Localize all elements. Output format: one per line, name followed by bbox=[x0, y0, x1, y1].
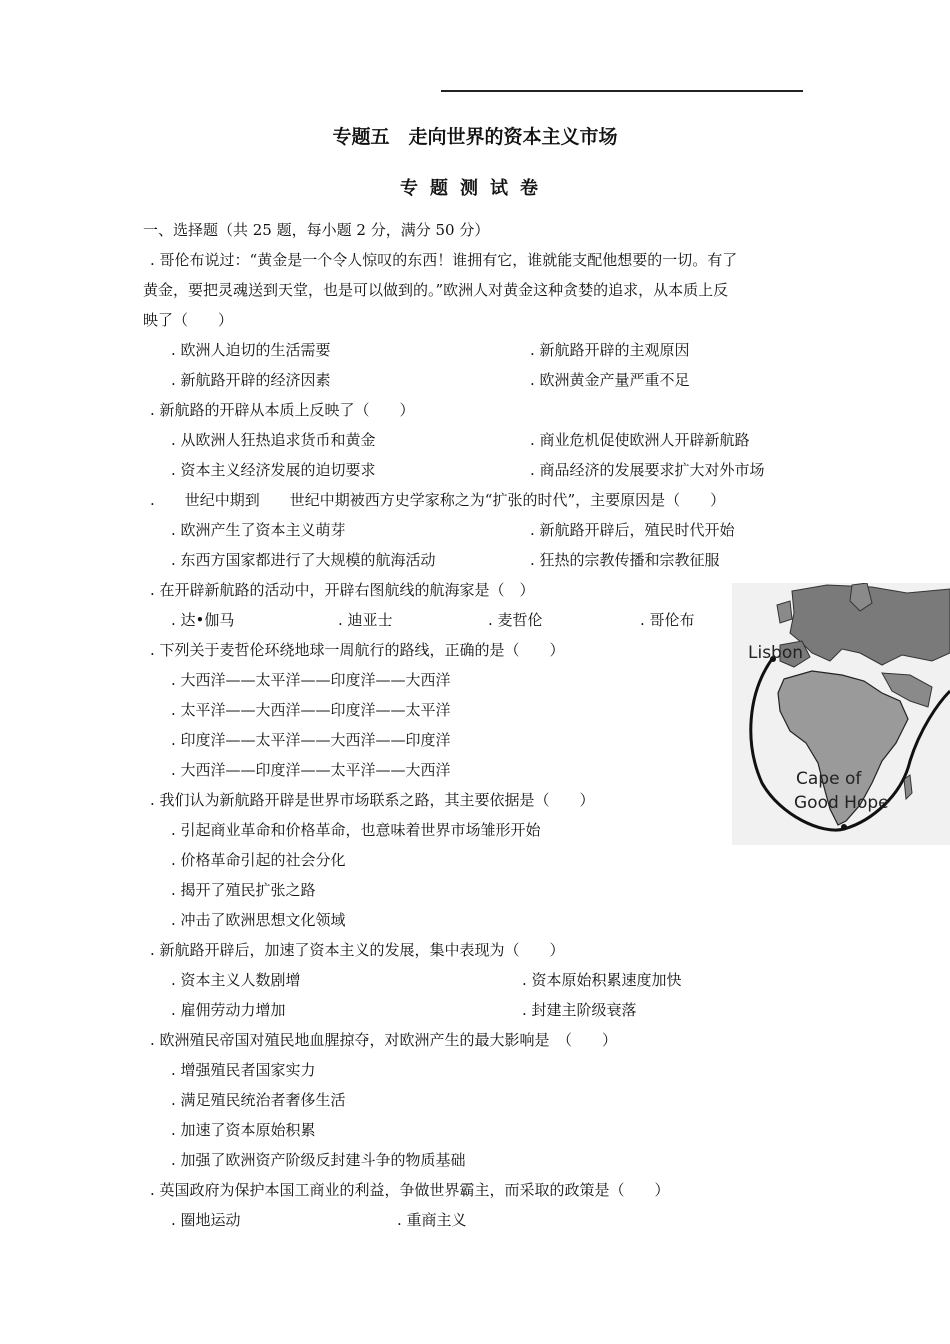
page-title: 专题五 走向世界的资本主义市场 bbox=[332, 126, 618, 148]
q1-stem-line3: 映了（ ） bbox=[143, 311, 234, 329]
route-map bbox=[732, 583, 950, 845]
q7-option-b: . 资本原始积累速度加快 bbox=[522, 971, 682, 989]
q4-option-b: . 迪亚士 bbox=[338, 611, 393, 629]
q4-option-a: . 达•伽马 bbox=[171, 611, 235, 629]
q3-option-d: . 狂热的宗教传播和宗教征服 bbox=[530, 551, 720, 569]
q7-option-d: . 封建主阶级衰落 bbox=[522, 1001, 637, 1019]
q6-option-b: . 价格革命引起的社会分化 bbox=[171, 851, 346, 869]
q8-stem: . 欧洲殖民帝国对殖民地血腥掠夺，对欧洲产生的最大影响是 （ ） bbox=[150, 1031, 618, 1049]
q1-option-c: . 新航路开辟的经济因素 bbox=[171, 371, 331, 389]
q5-stem: . 下列关于麦哲伦环绕地球一周航行的路线，正确的是（ ） bbox=[150, 641, 565, 659]
q4-option-d: . 哥伦布 bbox=[640, 611, 695, 629]
q1-stem-line1: . 哥伦布说过：“黄金是一个令人惊叹的东西！谁拥有它，谁就能支配他想要的一切。有了 bbox=[150, 251, 738, 269]
q4-option-c: . 麦哲伦 bbox=[488, 611, 543, 629]
q5-option-d: . 大西洋——印度洋——太平洋——大西洋 bbox=[171, 761, 451, 779]
q1-option-b: . 新航路开辟的主观原因 bbox=[530, 341, 690, 359]
q7-stem: . 新航路开辟后，加速了资本主义的发展，集中表现为（ ） bbox=[150, 941, 565, 959]
page-subtitle: 专题测试卷 bbox=[400, 178, 550, 199]
q8-option-c: . 加速了资本原始积累 bbox=[171, 1121, 316, 1139]
q6-option-c: . 揭开了殖民扩张之路 bbox=[171, 881, 316, 899]
q8-option-d: . 加强了欧洲资产阶级反封建斗争的物质基础 bbox=[171, 1151, 466, 1169]
q9-option-a: . 圈地运动 bbox=[171, 1211, 241, 1229]
q8-option-b: . 满足殖民统治者奢侈生活 bbox=[171, 1091, 346, 1109]
q1-option-a: . 欧洲人迫切的生活需要 bbox=[171, 341, 331, 359]
q1-stem-line2: 黄金，要把灵魂送到天堂，也是可以做到的。”欧洲人对黄金这种贪婪的追求，从本质上反 bbox=[143, 281, 729, 299]
q9-option-b: . 重商主义 bbox=[397, 1211, 467, 1229]
map-label-cape-line2: Good Hope bbox=[794, 793, 889, 813]
q3-stem: . 世纪中期到 世纪中期被西方史学家称之为“扩张的时代”，主要原因是（ ） bbox=[150, 491, 726, 509]
q6-option-a: . 引起商业革命和价格革命，也意味着世界市场雏形开始 bbox=[171, 821, 541, 839]
q5-option-b: . 太平洋——大西洋——印度洋——太平洋 bbox=[171, 701, 451, 719]
q2-option-a: . 从欧洲人狂热追求货币和黄金 bbox=[171, 431, 376, 449]
q9-stem: . 英国政府为保护本国工商业的利益，争做世界霸主，而采取的政策是（ ） bbox=[150, 1181, 670, 1199]
q8-option-a: . 增强殖民者国家实力 bbox=[171, 1061, 316, 1079]
q2-option-b: . 商业危机促使欧洲人开辟新航路 bbox=[530, 431, 750, 449]
q4-stem: . 在开辟新航路的活动中，开辟右图航线的航海家是（ ） bbox=[150, 581, 535, 599]
map-label-cape-line1: Cape of bbox=[796, 769, 862, 789]
map-label-lisbon: Lisbon bbox=[748, 643, 804, 663]
q7-option-a: . 资本主义人数剧增 bbox=[171, 971, 301, 989]
q2-option-c: . 资本主义经济发展的迫切要求 bbox=[171, 461, 376, 479]
q7-option-c: . 雇佣劳动力增加 bbox=[171, 1001, 286, 1019]
q6-option-d: . 冲击了欧洲思想文化领域 bbox=[171, 911, 346, 929]
section-heading: 一、选择题（共 25 题，每小题 2 分，满分 50 分） bbox=[143, 221, 490, 239]
q6-stem: . 我们认为新航路开辟是世界市场联系之路，其主要依据是（ ） bbox=[150, 791, 595, 809]
header-rule bbox=[441, 90, 803, 92]
q3-option-a: . 欧洲产生了资本主义萌芽 bbox=[171, 521, 346, 539]
q5-option-c: . 印度洋——太平洋——大西洋——印度洋 bbox=[171, 731, 451, 749]
q2-option-d: . 商品经济的发展要求扩大对外市场 bbox=[530, 461, 765, 479]
q3-option-c: . 东西方国家都进行了大规模的航海活动 bbox=[171, 551, 436, 569]
q1-option-d: . 欧洲黄金产量严重不足 bbox=[530, 371, 690, 389]
q3-option-b: . 新航路开辟后，殖民时代开始 bbox=[530, 521, 735, 539]
q2-stem: . 新航路的开辟从本质上反映了（ ） bbox=[150, 401, 415, 419]
q5-option-a: . 大西洋——太平洋——印度洋——大西洋 bbox=[171, 671, 451, 689]
